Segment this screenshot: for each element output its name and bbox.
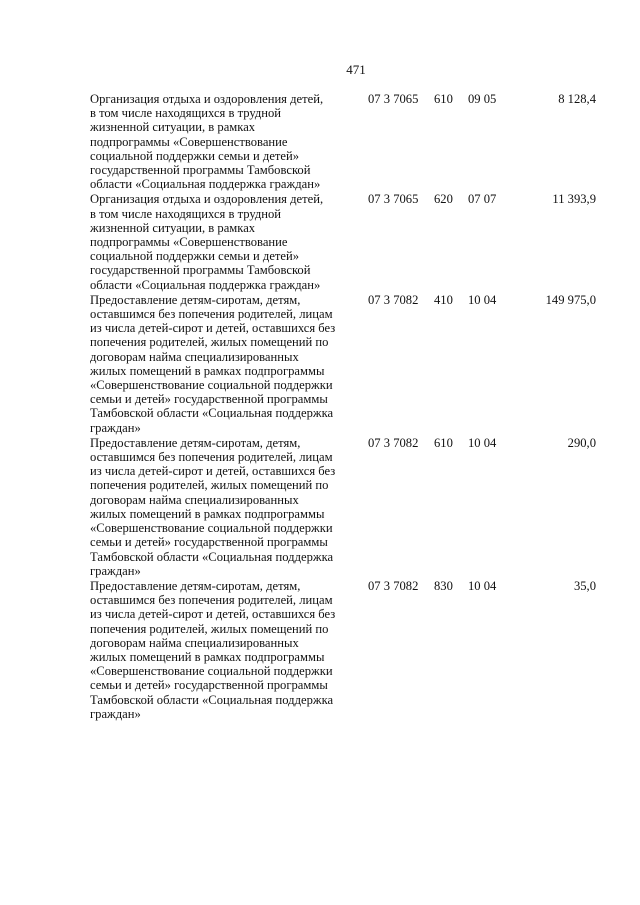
table-row: [90, 293, 610, 435]
page-number: 471: [346, 62, 366, 77]
amount: 11 393,9: [552, 192, 596, 207]
expense-type-code: 610: [434, 435, 453, 450]
target-article-code: 07 3 7082: [368, 435, 419, 450]
row-description: Организация отдыха и оздоровления детей, в том числе находящихся в трудной жизненной ситуации, в рамках подпрограммы «Совершенствование социальной поддержки семьи и детей» государственной программы Тамбовской области «Социальная поддержка граждан»: [90, 92, 324, 192]
section-code: 10 04: [468, 292, 497, 307]
table-row: [90, 92, 610, 191]
amount: 290,0: [567, 435, 596, 450]
target-article-code: 07 3 7082: [368, 578, 419, 593]
section-code: 10 04: [468, 435, 497, 450]
row-description: Предоставление детям-сиротам, детям, оставшимся без попечения родителей, лицам из числа детей-сирот и детей, оставшихся без попечения родителей, жилых помещений по договорам найма специализированных жилых помещений в рамках подпрограммы «Совершенствование социальной поддержки семьи и детей» государственной программы Тамбовской области «Социальная поддержка граждан»: [90, 435, 336, 578]
target-article-code: 07 3 7065: [368, 192, 419, 207]
section-code: 09 05: [468, 92, 497, 106]
expense-type-code: 610: [434, 92, 453, 106]
table-row: [90, 579, 610, 721]
amount: 8 128,4: [558, 92, 596, 106]
table-row: [90, 192, 610, 291]
row-description: Организация отдыха и оздоровления детей, в том числе находящихся в трудной жизненной ситуации, в рамках подпрограммы «Совершенствование социальной поддержки семьи и детей» государственной программы Тамбовской области «Социальная поддержка граждан»: [90, 192, 324, 292]
table-row: [90, 436, 610, 578]
expense-type-code: 830: [434, 578, 453, 593]
row-description: Предоставление детям-сиротам, детям, оставшимся без попечения родителей, лицам из числа детей-сирот и детей, оставшихся без попечения родителей, жилых помещений по договорам найма специализированных жилых помещений в рамках подпрограммы «Совершенствование социальной поддержки семьи и детей» государственной программы Тамбовской области «Социальная поддержка граждан»: [90, 292, 336, 435]
budget-table: [90, 92, 610, 722]
section-code: 07 07: [468, 192, 497, 207]
amount: 149 975,0: [545, 292, 596, 307]
target-article-code: 07 3 7065: [368, 92, 419, 106]
target-article-code: 07 3 7082: [368, 292, 419, 307]
row-description: Предоставление детям-сиротам, детям, оставшимся без попечения родителей, лицам из числа детей-сирот и детей, оставшихся без попечения родителей, жилых помещений по договорам найма специализированных жилых помещений в рамках подпрограммы «Совершенствование социальной поддержки семьи и детей» государственной программы Тамбовской области «Социальная поддержка граждан»: [90, 578, 336, 721]
amount: 35,0: [573, 578, 596, 593]
section-code: 10 04: [468, 578, 497, 593]
expense-type-code: 620: [434, 192, 453, 207]
expense-type-code: 410: [434, 292, 453, 307]
